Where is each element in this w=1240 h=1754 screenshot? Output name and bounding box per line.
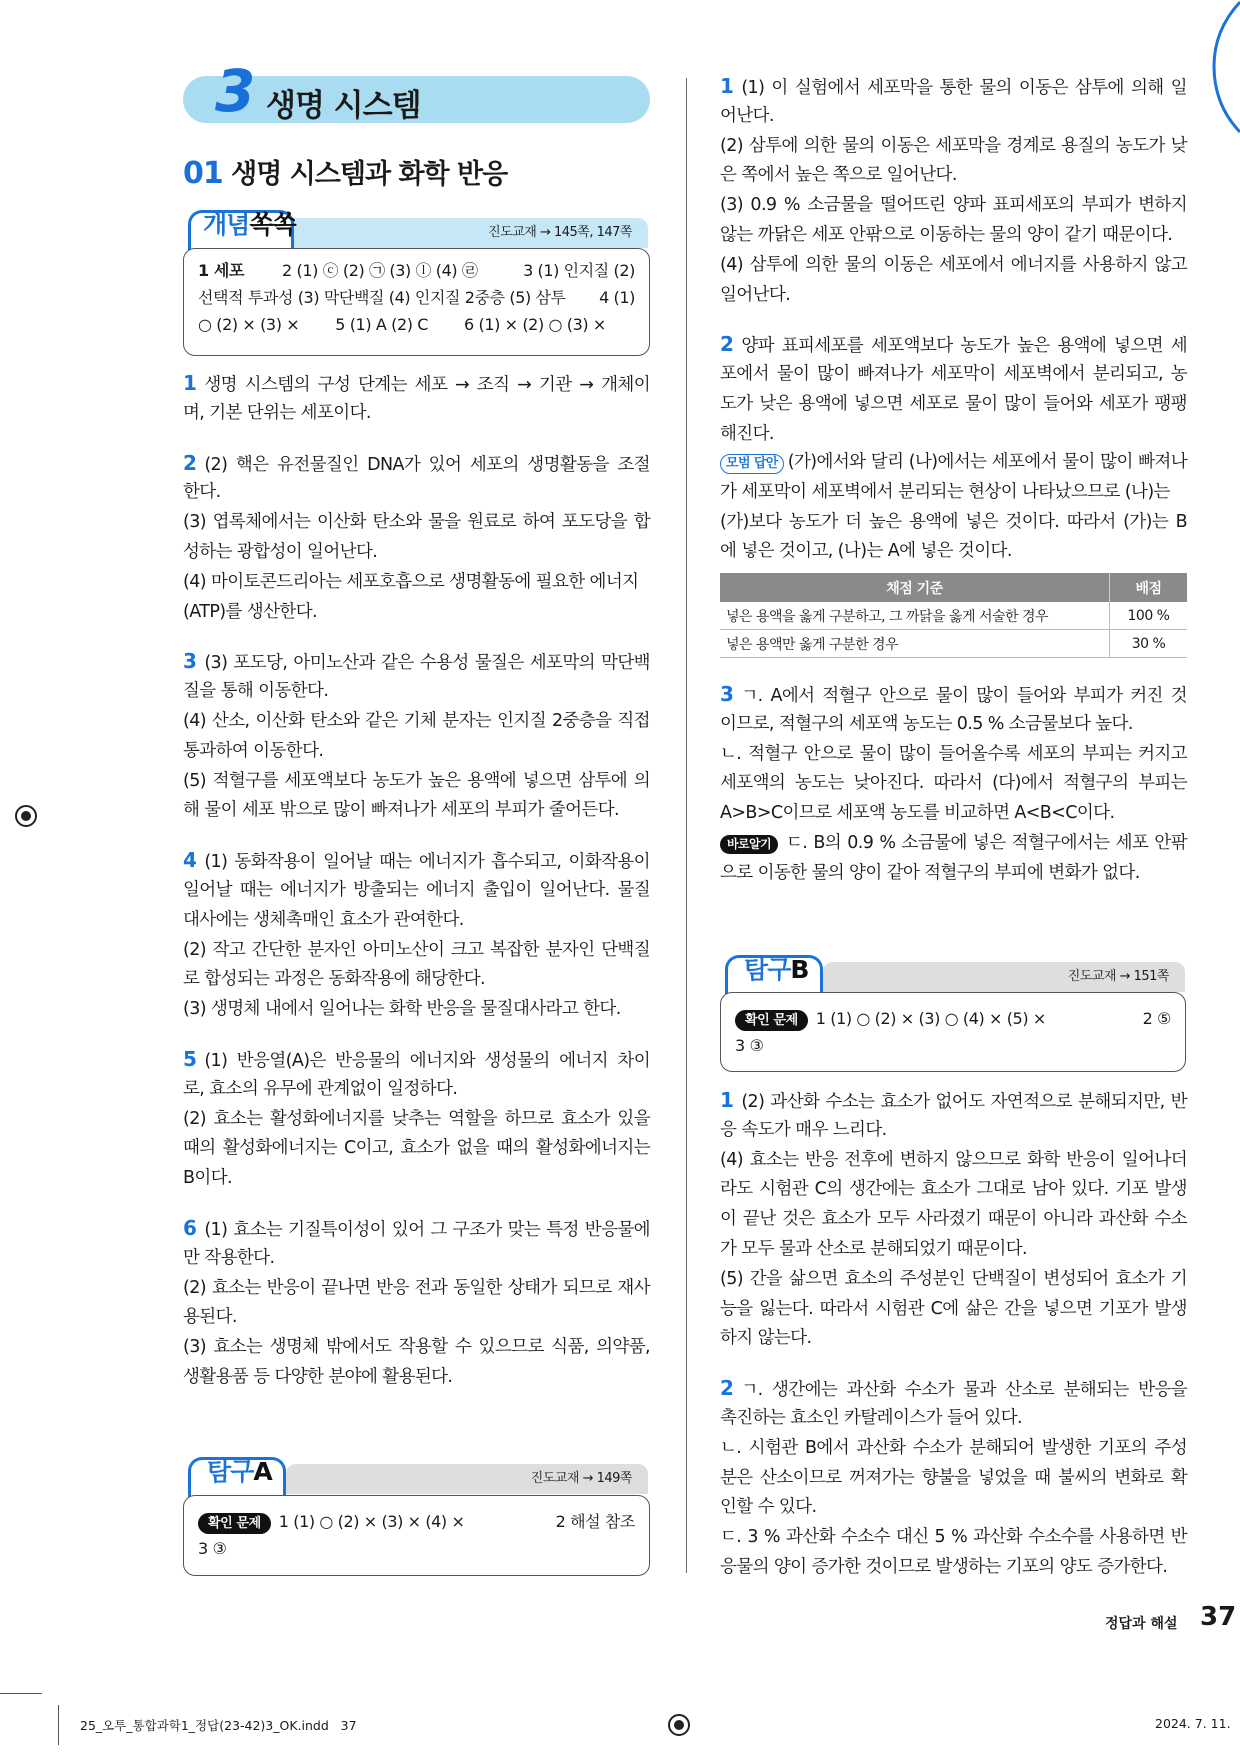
- text-line: 2 ㄱ. 생간에는 과산화 수소가 물과 산소로 분해되는 반응을: [720, 1376, 1187, 1401]
- model-answer-badge: 모범 답안: [720, 454, 784, 474]
- answer-line: ○ (2) × (3) × 5 (1) A (2) C 6 (1) × (2) ○ (3) ×: [198, 315, 606, 334]
- grading-table: 채점 기준 배점 넣은 용액을 옳게 구분하고, 그 까닭을 옳게 서술한 경우 100 % 넣은 용액만 옳게 구분한 경우 30 %: [720, 573, 1187, 658]
- right-explanations-bottom: [720, 1086, 1187, 1603]
- text-line: ㄷ. 3 % 과산화 수소수 대신 5 % 과산화 수소수를 사용하면 반: [720, 1527, 1187, 1548]
- inquiry-a-ref-strip: 진도교재 → 149쪽: [286, 1464, 648, 1494]
- column-divider: [686, 78, 687, 1573]
- text-line: 4 (1) 동화작용이 일어날 때는 에너지가 흡수되고, 이화작용이: [183, 848, 650, 873]
- correction-badge: 바로알기: [720, 835, 778, 854]
- text-line: 인할 수 있다.: [720, 1497, 817, 1518]
- text-line: 만 작용한다.: [183, 1247, 275, 1268]
- book-label: 정답과 해설: [1105, 1616, 1178, 1632]
- text-line: 으로 이동한 물의 양이 같아 적혈구의 부피에 변화가 없다.: [720, 862, 1140, 883]
- text-line: 이므로, 적혈구의 세포액 농도는 0.5 % 소금물보다 높다.: [720, 713, 1133, 734]
- answer-line: 선택적 투과성 (3) 막단백질 (4) 인지질 2중층 (5) 삼투 4 (1): [198, 288, 635, 307]
- section-heading: [183, 152, 507, 191]
- text-line: (4) 마이토콘드리아는 세포호흡으로 생명활동에 필요한 에너지: [183, 571, 639, 592]
- text-line: (3) 0.9 % 소금물을 떨어뜨린 양파 표피세포의 부피가 변하지: [720, 195, 1187, 216]
- table-row: 넣은 용액을 옳게 구분하고, 그 까닭을 옳게 서술한 경우 100 %: [720, 602, 1187, 630]
- explanation-paragraph: [720, 72, 1187, 310]
- chapter-title: 생명 시스템: [266, 88, 421, 124]
- text-line: (3) 효소는 생명체 밖에서도 작용할 수 있으므로 식품, 의약품,: [183, 1337, 650, 1358]
- explanation-paragraph: [183, 647, 650, 826]
- concept-answer-box: [183, 248, 650, 356]
- text-line: (4) 효소는 반응 전후에 변하지 않으므로 화학 반응이 일어나더: [720, 1149, 1187, 1170]
- text-line: 이 끝난 것은 효소가 모두 사라졌기 때문이 아니라 과산화 수소: [720, 1209, 1187, 1230]
- explanation-paragraph: [720, 448, 1187, 567]
- text-line: 응물의 양이 증가한 것이므로 발생하는 기포의 양도 증가한다.: [720, 1556, 1168, 1577]
- check-problem-badge: 확인 문제: [198, 1513, 271, 1534]
- explanation-paragraph: [720, 829, 1187, 889]
- explanation-paragraph: [183, 1045, 650, 1194]
- text-line: 1 (1) 이 실험에서 세포막을 통한 물의 이동은 삼투에 의해 일: [720, 74, 1187, 98]
- text-line: (2) 효소는 반응이 끝나면 반응 전과 동일한 상태가 되므로 재사: [183, 1277, 650, 1298]
- text-line: 6 (1) 효소는 기질특이성이 있어 그 구조가 맞는 특정 반응물에: [183, 1215, 650, 1240]
- item-number: 2: [720, 1376, 734, 1401]
- text-line: (2) 삼투에 의한 물의 이동은 세포막을 경계로 용질의 농도가 낮: [720, 135, 1187, 156]
- chapter-number: 3: [215, 57, 256, 125]
- answer-line: 1 세포 2 (1) ⓒ (2) ㉠ (3) ⓛ (4) ㉣ 3 (1) 인지질 (2): [198, 261, 635, 280]
- text-line: 라도 시험관 C의 생간에는 효소가 그대로 남아 있다. 기포 발생: [720, 1179, 1187, 1200]
- section-title: 생명 시스템과 화학 반응: [231, 159, 508, 190]
- text-line: ㄴ. 적혈구 안으로 물이 많이 들어올수록 세포의 부피는 커지고: [720, 743, 1187, 764]
- text-line: 3 (3) 포도당, 아미노산과 같은 수용성 물질은 세포막의 막단백: [183, 649, 650, 674]
- text-line: (5) 적혈구를 세포액보다 농도가 높은 용액에 넣으면 삼투에 의: [183, 770, 650, 791]
- text-line: (2) 효소는 활성화에너지를 낮추는 역할을 하므로 효소가 있을: [183, 1108, 650, 1129]
- text-line: 5 (1) 반응열(A)은 반응물의 에너지와 생성물의 에너지 차이: [183, 1046, 650, 1071]
- crop-mark: [58, 1705, 59, 1745]
- concept-tab-label: 개념쏙쏙: [203, 210, 296, 239]
- explanation-paragraph: [183, 1214, 650, 1393]
- print-date: 2024. 7. 11.: [1155, 1716, 1231, 1731]
- concept-ref: 진도교재 → 145쪽, 147쪽: [488, 225, 632, 240]
- text-line: 도가 낮은 용액에 넣으면 세포로 물이 많이 들어와 세포가 팽팽: [720, 393, 1187, 414]
- crop-mark: [0, 1693, 42, 1694]
- inquiry-b-tab-label: 탐구B: [744, 955, 809, 984]
- item-number: 1: [720, 74, 734, 98]
- text-line: 해진다.: [720, 423, 774, 444]
- text-line: 해 물이 세포 밖으로 많이 빠져나가 세포의 부피가 줄어든다.: [183, 800, 619, 821]
- item-number: 3: [183, 649, 197, 674]
- registration-mark-icon: [668, 1714, 690, 1736]
- text-line: (4) 산소, 이산화 탄소와 같은 기체 분자는 인지질 2중층을 직접: [183, 710, 650, 731]
- text-line: 포에서 물이 많이 빠져나가 세포막이 세포벽에서 분리되고, 농: [720, 364, 1187, 385]
- text-line: B이다.: [183, 1168, 232, 1189]
- text-line: 촉진하는 효소인 카탈레이스가 들어 있다.: [720, 1407, 1022, 1428]
- correction-note: [720, 829, 1187, 909]
- left-explanations: [183, 369, 650, 1413]
- text-line: (4) 삼투에 의한 물의 이동은 세포에서 에너지를 사용하지 않고: [720, 254, 1187, 275]
- text-line: 로, 효소의 유무에 관계없이 일정하다.: [183, 1078, 458, 1099]
- text-line: (3) 엽록체에서는 이산화 탄소와 물을 원료로 하여 포도당을 합: [183, 512, 650, 533]
- item-number: 6: [183, 1215, 197, 1240]
- text-line: 에 넣은 것이고, (나)는 A에 넣은 것이다.: [720, 541, 1012, 562]
- text-line: 1 생명 시스템의 구성 단계는 세포 → 조직 → 기관 → 개체이: [183, 371, 650, 395]
- item-number: 3: [720, 682, 734, 706]
- text-line: 며, 기본 단위는 세포이다.: [183, 402, 371, 423]
- section-number: 01: [183, 156, 223, 191]
- item-number: 5: [183, 1046, 197, 1071]
- text-line: 일어날 때는 에너지가 방출되는 에너지 출입이 일어난다. 물질: [183, 879, 650, 900]
- check-problem-badge: 확인 문제: [735, 1010, 808, 1031]
- inquiry-a-answer-box: 확인 문제 1 (1) ○ (2) × (3) × (4) × 2 해설 참조 3 ③: [183, 1495, 650, 1576]
- explanation-paragraph: [720, 330, 1187, 449]
- text-line: A>B>C이므로 세포액 농도를 비교하면 A<B<C이다.: [720, 803, 1115, 824]
- text-line: 세포액의 농도는 낮아진다. 따라서 (다)에서 적혈구의 부피는: [720, 773, 1187, 794]
- text-line: (2) 작고 간단한 분자인 아미노산이 크고 복잡한 분자인 단백질: [183, 939, 650, 960]
- text-line: ㄴ. 시험관 B에서 과산화 수소가 분해되어 발생한 기포의 주성: [720, 1437, 1187, 1458]
- text-line: 분은 산소이므로 꺼져가는 향불을 넣었을 때 불씨의 변화로 확: [720, 1467, 1187, 1488]
- table-row: 넣은 용액만 옳게 구분한 경우 30 %: [720, 630, 1187, 658]
- explanation-paragraph: [720, 680, 1187, 829]
- item-number: 1: [183, 371, 197, 395]
- inquiry-a-tab-label: 탐구A: [207, 1457, 272, 1486]
- right-explanation-3: [720, 680, 1187, 849]
- explanation-paragraph: [183, 846, 650, 1025]
- explanation-paragraph: [720, 1374, 1187, 1583]
- explanation-paragraph: [183, 449, 650, 628]
- page-number: 37: [1200, 1602, 1237, 1632]
- right-explanations-top: [720, 72, 1187, 470]
- item-number: 4: [183, 848, 197, 873]
- concept-ref-strip: [280, 218, 648, 248]
- text-line: 2 양파 표피세포를 세포액보다 농도가 높은 용액에 넣으면 세: [720, 332, 1187, 357]
- text-line: (3) 생명체 내에서 일어나는 화학 반응을 물질대사라고 한다.: [183, 999, 621, 1020]
- inquiry-b-ref-strip: 진도교재 → 151쪽: [823, 962, 1185, 992]
- text-line: 2 (2) 핵은 유전물질인 DNA가 있어 세포의 생명활동을 조절: [183, 450, 650, 475]
- text-line: 하지 않는다.: [720, 1328, 812, 1349]
- text-line: 한다.: [183, 482, 221, 503]
- item-number: 2: [720, 332, 734, 357]
- explanation-paragraph: [720, 1086, 1187, 1354]
- inquiry-b-answer-box: 확인 문제 1 (1) ○ (2) × (3) ○ (4) × (5) × 2 ⑤ 3 ③: [720, 992, 1186, 1072]
- text-line: 성하는 광합성이 일어난다.: [183, 541, 378, 562]
- text-line: (5) 간을 삶으면 효소의 주성분인 단백질이 변성되어 효소가 기: [720, 1268, 1187, 1289]
- text-line: 질을 통해 이동한다.: [183, 681, 329, 702]
- text-line: 어난다.: [720, 105, 774, 126]
- text-line: 능을 잃는다. 따라서 시험관 C에 삶은 간을 넣으면 기포가 발생: [720, 1298, 1187, 1319]
- text-line: 일어난다.: [720, 284, 791, 305]
- text-line: 않는 까닭은 세포 안팎으로 이동하는 물의 양이 같기 때문이다.: [720, 224, 1173, 245]
- text-line: (가)보다 농도가 더 높은 용액에 넣은 것이다. 따라서 (가)는 B: [720, 511, 1187, 532]
- text-line: 때의 활성화에너지는 C이고, 효소가 없을 때의 활성화에너지는: [183, 1138, 650, 1159]
- text-line: 용된다.: [183, 1307, 237, 1328]
- model-answer: [720, 448, 1187, 587]
- text-line: 바로알기 ㄷ. B의 0.9 % 소금물에 넣은 적혈구에서는 세포 안팎: [720, 829, 1187, 859]
- explanation-paragraph: [183, 369, 650, 429]
- registration-mark-icon: [15, 805, 37, 827]
- text-line: 3 ㄱ. A에서 적혈구 안으로 물이 많이 들어와 부피가 커진 것: [720, 682, 1187, 706]
- text-line: (ATP)를 생산한다.: [183, 601, 317, 622]
- text-line: 응 속도가 매우 느리다.: [720, 1119, 887, 1140]
- text-line: 생활용품 등 다양한 분야에 활용된다.: [183, 1366, 453, 1387]
- text-line: 가 모두 물과 산소로 분해되었기 때문이다.: [720, 1238, 1027, 1259]
- text-line: 1 (2) 과산화 수소는 효소가 없어도 자연적으로 분해되지만, 반: [720, 1088, 1187, 1112]
- file-info: 25_오투_통합과학1_정답(23-42)3_OK.indd 37: [80, 1718, 357, 1733]
- chapter-index-tab: [1210, 0, 1240, 135]
- item-number: 2: [183, 450, 197, 475]
- text-line: 대사에는 생체촉매인 효소가 관여한다.: [183, 909, 464, 930]
- text-line: 로 합성되는 과정은 동화작용에 해당한다.: [183, 969, 485, 990]
- text-line: 가 세포막이 세포벽에서 분리되는 현상이 나타났으므로 (나)는: [720, 481, 1170, 502]
- item-number: 1: [720, 1088, 734, 1112]
- text-line: 통과하여 이동한다.: [183, 740, 324, 761]
- text-line: 모범 답안 (가)에서와 달리 (나)에서는 세포에서 물이 많이 빠져나: [720, 448, 1187, 478]
- text-line: 은 쪽에서 높은 쪽으로 일어난다.: [720, 165, 957, 186]
